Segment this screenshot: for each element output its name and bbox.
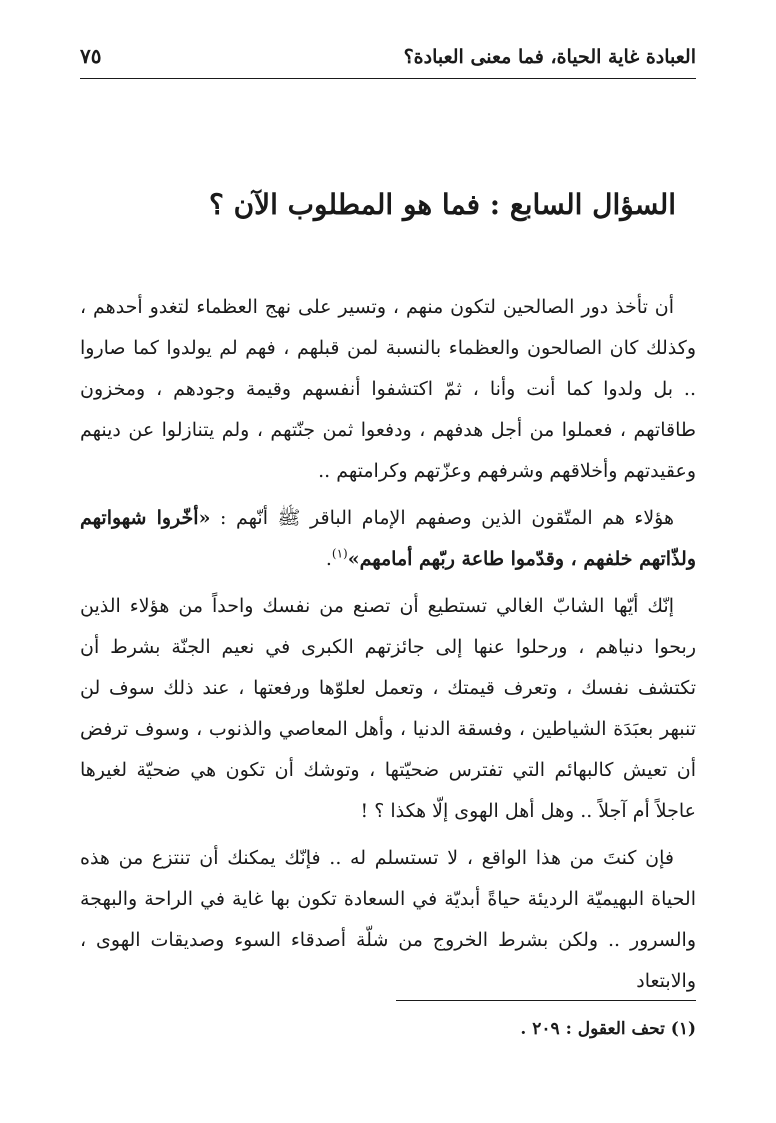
paragraph-3: إنّك أيّها الشابّ الغالي تستطيع أن تصنع من نفسك واحداً من هؤلاء الذين ربحوا دنياهم ، ورحلوا عنها إلى جائزتهم الكبرى في نعيم الجنّة بشرط أن تكتشف نفسك ، وتعرف قيمتك ، وتعمل لعلوّها ورفعتها ، عند ذلك سوف لن تنبهر بعبَدَة الشياطين ، وفسقة الدنيا ، وأهل المعاصي والذنوب ، وسوف ترفض أن تعيش كالبهائم التي تفترس ضحيّتها ، وتوشك أن تكون هي ضحيّة لغيرها عاجلاً أم آجلاً .. وهل أهل الهوى إلّا هكذا ؟ ! bbox=[80, 595, 696, 822]
section-title: السؤال السابع : فما هو المطلوب الآن ؟ bbox=[208, 188, 676, 221]
header-rule bbox=[80, 78, 696, 79]
running-title: العبادة غاية الحياة، فما معنى العبادة؟ bbox=[403, 46, 696, 68]
running-header bbox=[80, 40, 696, 80]
paragraph-4: فإن كنتَ من هذا الواقع ، لا تستسلم له .. فإنّك يمكنك أن تنتزع من هذه الحياة البهيميّة الرديئة حياةً أبديّة في السعادة تكون بها غاية في الراحة والبهجة والسرور .. ولكن بشرط الخروج من شلّة أصدقاء السوء وصديقات الهوى ، والابتعاد bbox=[80, 847, 696, 992]
body-text bbox=[80, 287, 696, 1002]
paragraph-1: أن تأخذ دور الصالحين لتكون منهم ، وتسير على نهج العظماء لتغدو أحدهم ، وكذلك كان الصالحون والعظماء بالنسبة لمن قبلهم ، فهم لم يولدوا كما صاروا .. بل ولدوا كما أنت وأنا ، ثمّ اكتشفوا أنفسهم وقيمة وجودهم ، ومخزون طاقاتهم ، فعملوا من أجل هدفهم ، ودفعوا ثمن جنّتهم ، ولم يتنازلوا عن دينهم وعقيدتهم وأخلاقهم وشرفهم وعزّتهم وكرامتهم .. bbox=[80, 296, 696, 482]
paragraph-2-end: . bbox=[325, 548, 332, 570]
hadith-quote: «أخّروا شهواتهم ولذّاتهم خلفهم ، وقدّموا طاعة ربّهم أمامهم» bbox=[80, 507, 696, 570]
footnote: (١) تحف العقول : ٢٠٩ . bbox=[520, 1019, 696, 1039]
footnote-rule bbox=[396, 1000, 696, 1001]
page-number: ٧٥ bbox=[80, 44, 102, 68]
footnote-marker: (١) bbox=[331, 546, 348, 561]
paragraph-2-intro: هؤلاء هم المتّقون الذين وصفهم الإمام الباقر ﷺ أنّهم : bbox=[220, 507, 675, 529]
paragraph-2 bbox=[80, 498, 696, 580]
